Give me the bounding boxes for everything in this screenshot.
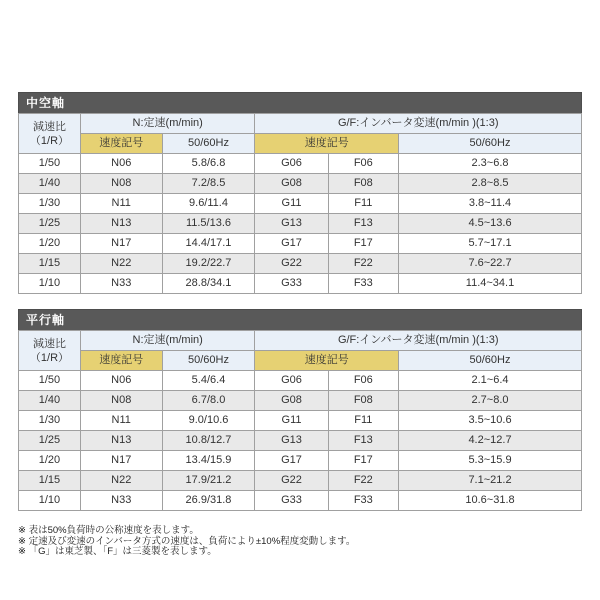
g-speed-symbol-cell: G13 — [255, 431, 328, 451]
g-speed-symbol-cell: G33 — [255, 491, 328, 511]
n-speed-value-cell: 5.8/6.8 — [162, 154, 255, 174]
table-row — [19, 254, 582, 274]
hz-header-n: 50/60Hz — [162, 351, 255, 371]
footnotes — [18, 526, 582, 558]
hz-header-n: 50/60Hz — [162, 134, 255, 154]
g-speed-symbol-cell: G22 — [255, 471, 328, 491]
hz-header-gf: 50/60Hz — [399, 351, 582, 371]
table-row — [19, 371, 582, 391]
n-speed-symbol-cell: N08 — [80, 391, 162, 411]
n-speed-symbol-cell: N13 — [80, 431, 162, 451]
speed-symbol-header-n: 速度記号 — [80, 351, 162, 371]
table-row — [19, 154, 582, 174]
n-speed-symbol-cell: N13 — [80, 214, 162, 234]
reduction-ratio-label-line2: （1/R） — [29, 351, 70, 364]
n-speed-value-cell: 9.0/10.6 — [162, 411, 255, 431]
n-speed-symbol-cell: N11 — [80, 194, 162, 214]
f-speed-symbol-cell: F08 — [328, 174, 398, 194]
f-speed-symbol-cell: F06 — [328, 371, 398, 391]
footnote-speed-variation: ※ 定速及び変速のインバータ方式の速度は、負荷により±10%程度変動します。 — [18, 535, 356, 547]
n-speed-symbol-cell: N06 — [80, 154, 162, 174]
hz-header-gf: 50/60Hz — [399, 134, 582, 154]
inverter-speed-header: G/F:インバータ変速(m/min )(1:3) — [255, 114, 582, 134]
reduction-ratio-cell: 1/10 — [19, 491, 81, 511]
n-speed-symbol-cell: N22 — [80, 471, 162, 491]
reduction-ratio-label-line1: 減速比 — [32, 337, 66, 350]
n-speed-value-cell: 9.6/11.4 — [162, 194, 255, 214]
inverter-speed-range-cell: 4.2~12.7 — [399, 431, 582, 451]
g-speed-symbol-cell: G11 — [255, 194, 328, 214]
n-speed-value-cell: 19.2/22.7 — [162, 254, 255, 274]
speed-symbol-header-gf: 速度記号 — [255, 351, 399, 371]
f-speed-symbol-cell: F33 — [328, 491, 398, 511]
hollow-shaft-table — [18, 113, 582, 294]
reduction-ratio-label-line1: 減速比 — [32, 120, 66, 133]
f-speed-symbol-cell: F22 — [328, 254, 398, 274]
reduction-ratio-cell: 1/25 — [19, 431, 81, 451]
f-speed-symbol-cell: F17 — [328, 451, 398, 471]
constant-speed-header: N:定速(m/min) — [80, 114, 255, 134]
n-speed-value-cell: 14.4/17.1 — [162, 234, 255, 254]
n-speed-symbol-cell: N11 — [80, 411, 162, 431]
table-row — [19, 411, 582, 431]
parallel-shaft-table — [18, 330, 582, 511]
inverter-speed-range-cell: 7.6~22.7 — [399, 254, 582, 274]
reduction-ratio-header — [19, 331, 81, 371]
table-title-hollow-shaft: 中空軸 — [18, 92, 582, 113]
f-speed-symbol-cell: F22 — [328, 471, 398, 491]
speed-symbol-header-gf: 速度記号 — [255, 134, 399, 154]
g-speed-symbol-cell: G13 — [255, 214, 328, 234]
n-speed-value-cell: 6.7/8.0 — [162, 391, 255, 411]
reduction-ratio-label-line2: （1/R） — [29, 134, 70, 147]
f-speed-symbol-cell: F13 — [328, 214, 398, 234]
reduction-ratio-cell: 1/10 — [19, 274, 81, 294]
reduction-ratio-cell: 1/40 — [19, 391, 81, 411]
inverter-speed-range-cell: 2.3~6.8 — [399, 154, 582, 174]
n-speed-value-cell: 26.9/31.8 — [162, 491, 255, 511]
inverter-speed-range-cell: 4.5~13.6 — [399, 214, 582, 234]
f-speed-symbol-cell: F11 — [328, 411, 398, 431]
speed-symbol-header-n: 速度記号 — [80, 134, 162, 154]
f-speed-symbol-cell: F08 — [328, 391, 398, 411]
inverter-speed-range-cell: 5.7~17.1 — [399, 234, 582, 254]
reduction-ratio-cell: 1/50 — [19, 154, 81, 174]
inverter-speed-range-cell: 2.1~6.4 — [399, 371, 582, 391]
footnote-nominal-speed: ※ 表は50%負荷時の公称速度を表します。 — [18, 525, 199, 536]
g-speed-symbol-cell: G17 — [255, 451, 328, 471]
g-speed-symbol-cell: G08 — [255, 174, 328, 194]
reduction-ratio-cell: 1/40 — [19, 174, 81, 194]
g-speed-symbol-cell: G06 — [255, 154, 328, 174]
table-row — [19, 491, 582, 511]
g-speed-symbol-cell: G33 — [255, 274, 328, 294]
f-speed-symbol-cell: F13 — [328, 431, 398, 451]
n-speed-value-cell: 17.9/21.2 — [162, 471, 255, 491]
table-row — [19, 174, 582, 194]
table-row — [19, 214, 582, 234]
parallel-shaft-section — [18, 309, 582, 511]
reduction-ratio-header — [19, 114, 81, 154]
table-row — [19, 431, 582, 451]
table-row — [19, 194, 582, 214]
inverter-speed-range-cell: 3.8~11.4 — [399, 194, 582, 214]
constant-speed-header: N:定速(m/min) — [80, 331, 255, 351]
g-speed-symbol-cell: G08 — [255, 391, 328, 411]
reduction-ratio-cell: 1/50 — [19, 371, 81, 391]
inverter-speed-range-cell: 3.5~10.6 — [399, 411, 582, 431]
n-speed-symbol-cell: N06 — [80, 371, 162, 391]
n-speed-symbol-cell: N08 — [80, 174, 162, 194]
reduction-ratio-cell: 1/30 — [19, 194, 81, 214]
g-speed-symbol-cell: G06 — [255, 371, 328, 391]
footnote-manufacturers: ※ 「G」は東芝製、「F」は三菱製を表します。 — [18, 546, 217, 557]
inverter-speed-range-cell: 2.8~8.5 — [399, 174, 582, 194]
inverter-speed-header: G/F:インバータ変速(m/min )(1:3) — [255, 331, 582, 351]
f-speed-symbol-cell: F11 — [328, 194, 398, 214]
inverter-speed-range-cell: 11.4~34.1 — [399, 274, 582, 294]
n-speed-value-cell: 7.2/8.5 — [162, 174, 255, 194]
g-speed-symbol-cell: G11 — [255, 411, 328, 431]
n-speed-value-cell: 13.4/15.9 — [162, 451, 255, 471]
n-speed-symbol-cell: N33 — [80, 274, 162, 294]
table-row — [19, 234, 582, 254]
reduction-ratio-cell: 1/15 — [19, 254, 81, 274]
n-speed-symbol-cell: N22 — [80, 254, 162, 274]
table-row — [19, 451, 582, 471]
g-speed-symbol-cell: G22 — [255, 254, 328, 274]
inverter-speed-range-cell: 5.3~15.9 — [399, 451, 582, 471]
inverter-speed-range-cell: 2.7~8.0 — [399, 391, 582, 411]
reduction-ratio-cell: 1/20 — [19, 234, 81, 254]
f-speed-symbol-cell: F17 — [328, 234, 398, 254]
f-speed-symbol-cell: F33 — [328, 274, 398, 294]
n-speed-value-cell: 11.5/13.6 — [162, 214, 255, 234]
inverter-speed-range-cell: 7.1~21.2 — [399, 471, 582, 491]
table-title-parallel-shaft: 平行軸 — [18, 309, 582, 330]
table-row — [19, 391, 582, 411]
g-speed-symbol-cell: G17 — [255, 234, 328, 254]
n-speed-value-cell: 10.8/12.7 — [162, 431, 255, 451]
reduction-ratio-cell: 1/25 — [19, 214, 81, 234]
inverter-speed-range-cell: 10.6~31.8 — [399, 491, 582, 511]
f-speed-symbol-cell: F06 — [328, 154, 398, 174]
reduction-ratio-cell: 1/20 — [19, 451, 81, 471]
table-row — [19, 274, 582, 294]
reduction-ratio-cell: 1/30 — [19, 411, 81, 431]
n-speed-value-cell: 28.8/34.1 — [162, 274, 255, 294]
reduction-ratio-cell: 1/15 — [19, 471, 81, 491]
n-speed-symbol-cell: N33 — [80, 491, 162, 511]
table-row — [19, 471, 582, 491]
n-speed-symbol-cell: N17 — [80, 451, 162, 471]
hollow-shaft-section — [18, 92, 582, 294]
n-speed-value-cell: 5.4/6.4 — [162, 371, 255, 391]
n-speed-symbol-cell: N17 — [80, 234, 162, 254]
